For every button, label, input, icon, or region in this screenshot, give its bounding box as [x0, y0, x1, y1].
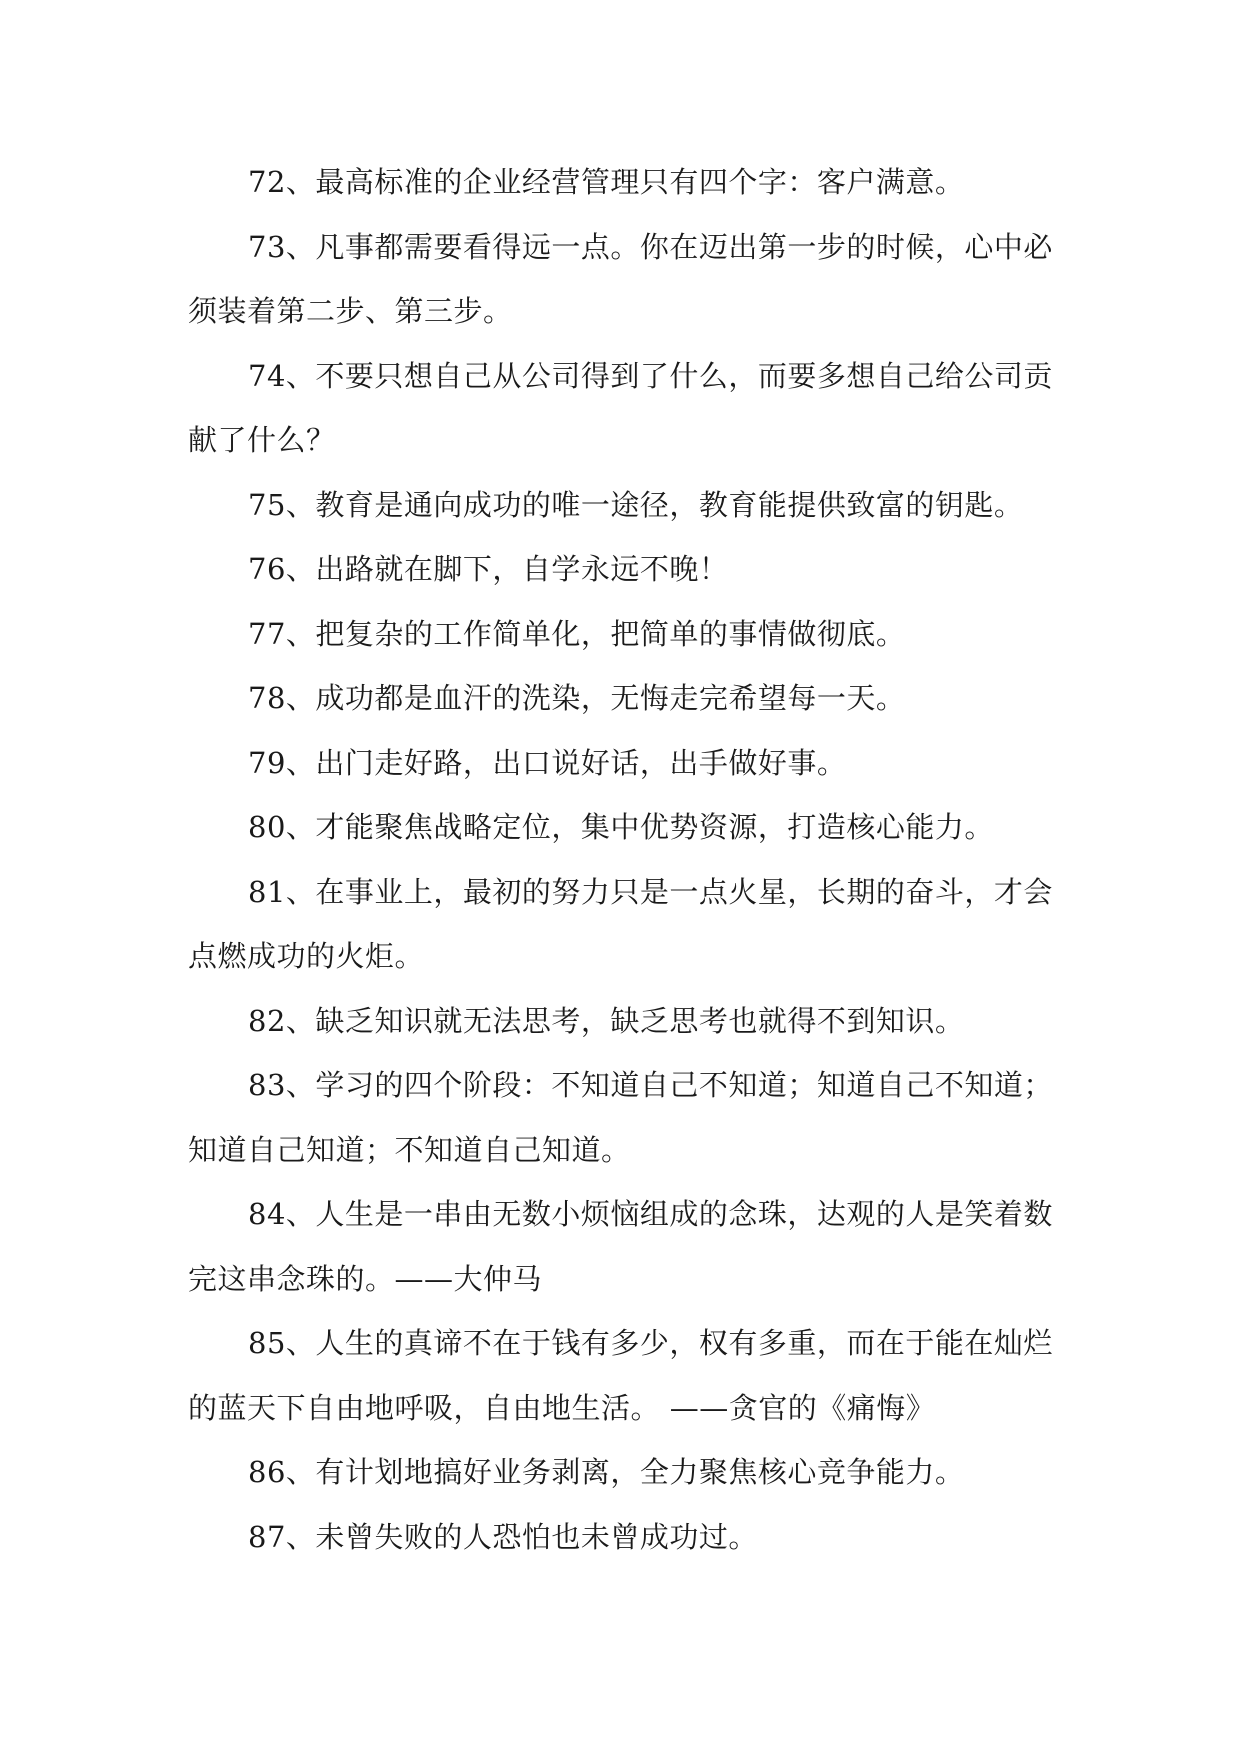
paragraph-80: 80、才能聚焦战略定位，集中优势资源，打造核心能力。 — [248, 810, 994, 844]
paragraph-76: 76、出路就在脚下，自学永远不晚！ — [248, 552, 729, 586]
paragraph-79: 79、出门走好路，出口说好话，出手做好事。 — [248, 745, 847, 780]
paragraph-86: 86、有计划地搞好业务剥离，全力聚焦核心竞争能力。 — [248, 1455, 965, 1489]
paragraph-73: 73、凡事都需要看得远一点。你在迈出第一步的时候，心中必 须装着第二步、第三步。 — [188, 229, 1063, 328]
paragraph-75: 75、教育是通向成功的唯一途径，教育能提供致富的钥匙。 — [248, 487, 1024, 522]
paragraph-78: 78、成功都是血汗的洗染，无悔走完希望每一天。 — [248, 681, 906, 715]
paragraph-83: 83、学习的四个阶段：不知道自己不知道；知道自己不知道；知道自己知道；不知道自己知道。 — [188, 1068, 1053, 1167]
paragraph-81: 81、在事业上，最初的努力只是一点火星，长期的奋斗，才会点燃成功的火炬。 — [188, 874, 1053, 973]
document-body — [188, 150, 1068, 1569]
paragraph-77: 77、把复杂的工作简单化，把简单的事情做彻底。 — [248, 616, 906, 651]
paragraph-87: 87、未曾失败的人恐怕也未曾成功过。 — [248, 1519, 758, 1554]
paragraph-74: 74、不要只想自己从公司得到了什么，而要多想自己给公司贡献了什么？ — [188, 358, 1053, 457]
paragraph-82: 82、缺乏知识就无法思考，缺乏思考也就得不到知识。 — [248, 1003, 965, 1038]
paragraph-85: 85、人生的真谛不在于钱有多少，权有多重，而在于能在灿烂的蓝天下自由地呼吸，自由地生活。 ——贪官的《痛悔》 — [188, 1326, 1053, 1425]
paragraph-72: 72、最高标准的企业经营管理只有四个字：客户满意。 — [248, 165, 965, 199]
paragraph-84: 84、人生是一串由无数小烦恼组成的念珠，达观的人是笑着数完这串念珠的。——大仲马 — [188, 1197, 1053, 1296]
